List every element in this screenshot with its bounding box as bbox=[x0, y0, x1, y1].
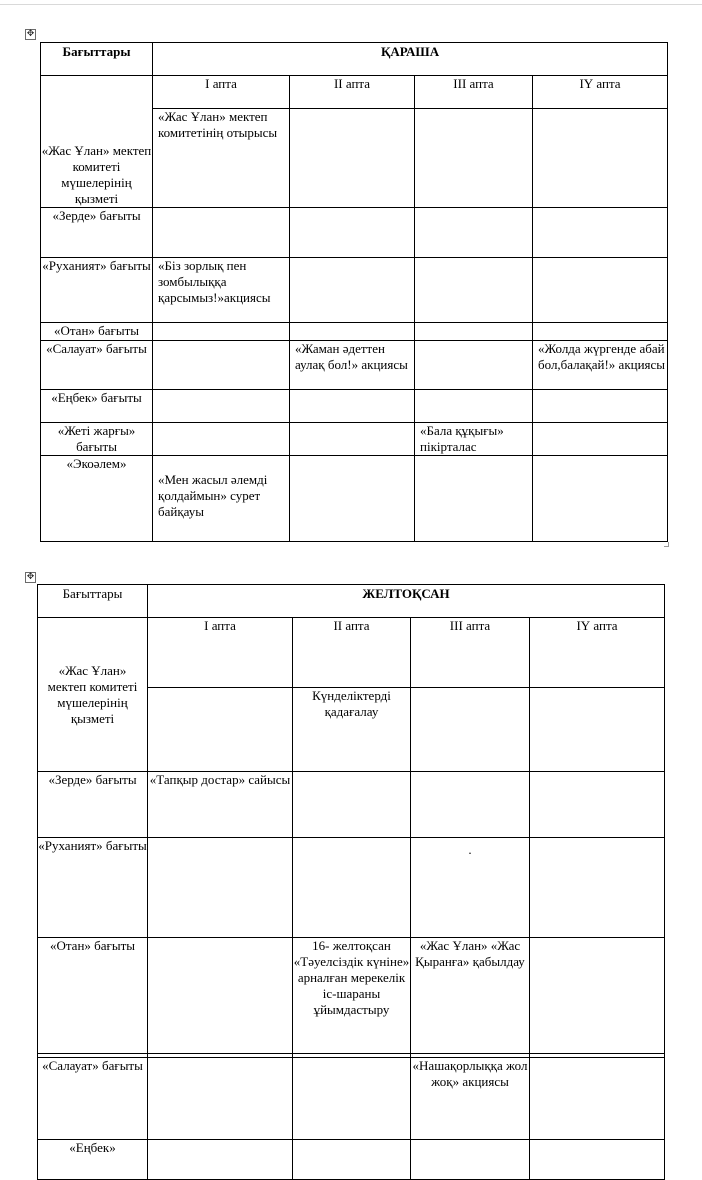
week-header: ІҮ апта bbox=[530, 618, 665, 688]
week-header: ІІ апта bbox=[290, 76, 415, 109]
week-header: ІІ апта bbox=[293, 618, 411, 688]
table-resize-handle[interactable] bbox=[664, 542, 669, 547]
plan-cell bbox=[415, 341, 533, 390]
plan-cell bbox=[148, 688, 293, 772]
plan-cell bbox=[415, 456, 533, 542]
november-plan-table bbox=[40, 42, 668, 542]
plan-cell: 16- желтоқсан «Тәуелсіздік күніне» арналған мерекелік іс-шараны ұйымдастыру bbox=[293, 938, 411, 1054]
plan-cell bbox=[293, 1058, 411, 1140]
direction-cell: «Экоәлем» bbox=[41, 456, 153, 542]
plan-cell: «Тапқыр достар» сайысы bbox=[148, 772, 293, 838]
direction-cell: «Жас Ұлан» мектеп комитеті мүшелерінің қызметі bbox=[41, 76, 153, 208]
plan-cell bbox=[533, 109, 668, 208]
plan-cell: Күнделіктерді қадағалау bbox=[293, 688, 411, 772]
week-header: ІІІ апта bbox=[415, 76, 533, 109]
move-table-icon[interactable]: ✥ bbox=[26, 572, 35, 582]
direction-cell: «Еңбек» бағыты bbox=[41, 390, 153, 423]
direction-cell: «Отан» бағыты bbox=[41, 323, 153, 341]
plan-cell: «Нашақорлыққа жол жоқ» акциясы bbox=[411, 1058, 530, 1140]
week-header: І апта bbox=[148, 618, 293, 688]
direction-cell: «Отан» бағыты bbox=[38, 938, 148, 1054]
plan-cell bbox=[153, 341, 290, 390]
plan-cell bbox=[148, 938, 293, 1054]
plan-cell bbox=[530, 1058, 665, 1140]
direction-cell: «Руханият» бағыты bbox=[41, 258, 153, 323]
plan-cell bbox=[530, 772, 665, 838]
direction-cell: «Зерде» бағыты bbox=[41, 208, 153, 258]
plan-cell bbox=[415, 323, 533, 341]
plan-cell bbox=[290, 258, 415, 323]
plan-cell bbox=[415, 208, 533, 258]
plan-cell bbox=[530, 838, 665, 938]
plan-cell bbox=[411, 772, 530, 838]
direction-cell: «Руханият» бағыты bbox=[38, 838, 148, 938]
plan-cell bbox=[415, 109, 533, 208]
plan-cell bbox=[411, 688, 530, 772]
direction-cell: «Жас Ұлан» мектеп комитеті мүшелерінің қызметі bbox=[38, 618, 148, 772]
plan-cell bbox=[533, 456, 668, 542]
plan-cell bbox=[290, 208, 415, 258]
plan-cell bbox=[533, 390, 668, 423]
week-header: І апта bbox=[153, 76, 290, 109]
plan-cell bbox=[415, 258, 533, 323]
december-plan-table bbox=[37, 584, 665, 1180]
month-title: ЖЕЛТОҚСАН bbox=[148, 585, 665, 618]
plan-cell bbox=[415, 390, 533, 423]
plan-cell: «Жас Ұлан» «Жас Қыранға» қабылдау bbox=[411, 938, 530, 1054]
week-header: ІІІ апта bbox=[411, 618, 530, 688]
plan-cell: «Бала құқығы» пікірталас bbox=[415, 423, 533, 456]
directions-header: Бағыттары bbox=[41, 43, 153, 76]
plan-cell: . bbox=[411, 838, 530, 938]
plan-cell bbox=[530, 688, 665, 772]
plan-cell bbox=[148, 838, 293, 938]
direction-cell: «Жеті жарғы» бағыты bbox=[41, 423, 153, 456]
month-title: ҚАРАША bbox=[153, 43, 668, 76]
plan-cell bbox=[153, 423, 290, 456]
plan-cell bbox=[293, 1140, 411, 1180]
plan-cell: «Біз зорлық пен зомбылыққа қарсымыз!»акциясы bbox=[153, 258, 290, 323]
direction-cell: «Еңбек» bbox=[38, 1140, 148, 1180]
page-top-edge bbox=[0, 0, 702, 5]
move-table-icon[interactable]: ✥ bbox=[26, 29, 35, 39]
plan-cell bbox=[290, 109, 415, 208]
plan-cell: «Жас Ұлан» мектеп комитетінің отырысы bbox=[153, 109, 290, 208]
plan-cell bbox=[293, 838, 411, 938]
direction-cell: «Зерде» бағыты bbox=[38, 772, 148, 838]
plan-cell bbox=[153, 323, 290, 341]
plan-cell bbox=[411, 1140, 530, 1180]
direction-cell: «Салауат» бағыты bbox=[38, 1058, 148, 1140]
plan-cell bbox=[530, 1140, 665, 1180]
plan-cell bbox=[290, 423, 415, 456]
directions-header: Бағыттары bbox=[38, 585, 148, 618]
plan-cell bbox=[293, 772, 411, 838]
plan-cell bbox=[533, 258, 668, 323]
plan-cell bbox=[530, 938, 665, 1054]
plan-cell bbox=[533, 323, 668, 341]
plan-cell bbox=[153, 390, 290, 423]
plan-cell bbox=[148, 1058, 293, 1140]
direction-cell: «Салауат» бағыты bbox=[41, 341, 153, 390]
plan-cell bbox=[148, 1140, 293, 1180]
plan-cell: «Жаман әдеттен аулақ бол!» акциясы bbox=[290, 341, 415, 390]
plan-cell bbox=[290, 390, 415, 423]
plan-cell bbox=[533, 423, 668, 456]
plan-cell: «Жолда жүргенде абай бол,балақай!» акциясы bbox=[533, 341, 668, 390]
plan-cell bbox=[290, 323, 415, 341]
plan-cell: «Мен жасыл әлемді қолдаймын» сурет байқауы bbox=[153, 456, 290, 542]
plan-cell bbox=[533, 208, 668, 258]
week-header: ІҮ апта bbox=[533, 76, 668, 109]
plan-cell bbox=[290, 456, 415, 542]
plan-cell bbox=[153, 208, 290, 258]
